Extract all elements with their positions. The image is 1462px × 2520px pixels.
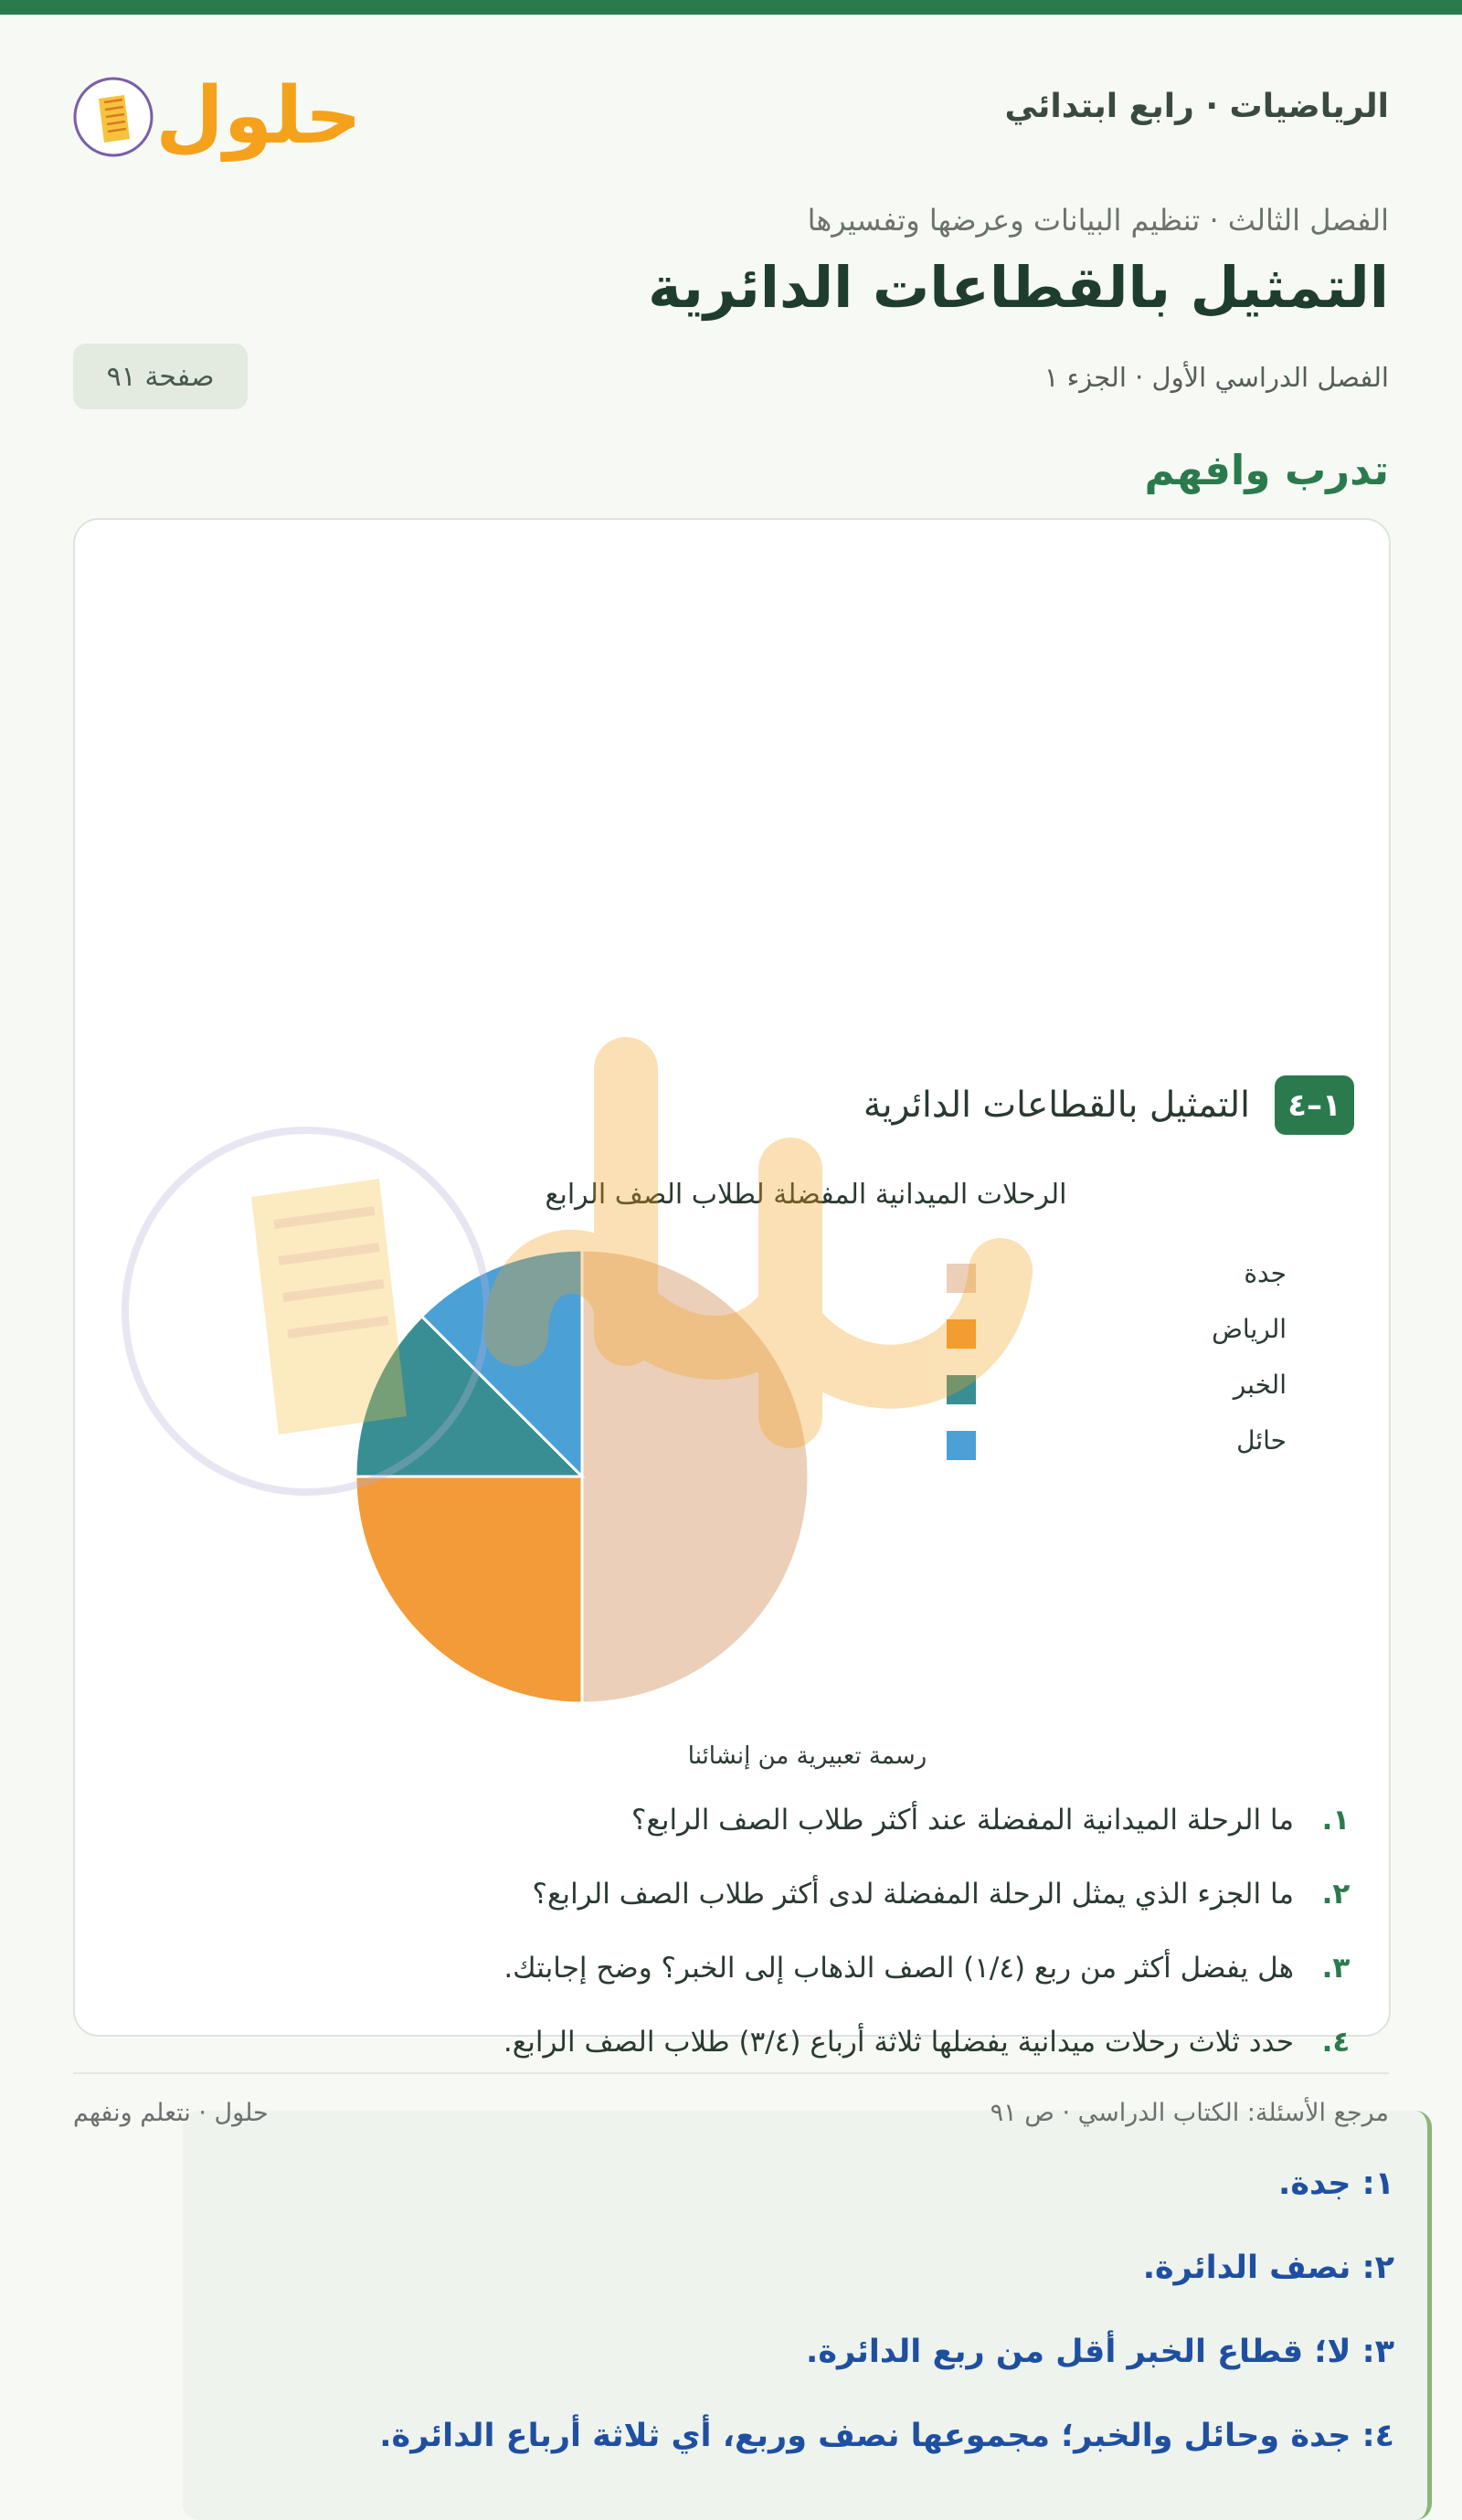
footer-brand: حلول · نتعلم ونفهم: [73, 2099, 269, 2127]
legend-item: [943, 1258, 1334, 1314]
legend-swatch: [947, 1319, 976, 1349]
legend-label: الرياض: [1212, 1314, 1287, 1344]
footer-reference: مرجع الأسئلة: الكتاب الدراسي · ص ٩١: [990, 2099, 1389, 2127]
page-number-badge: صفحة ٩١: [73, 344, 248, 409]
answer-2: ٢: نصف الدائرة.: [1142, 2250, 1394, 2286]
question-text: ما الجزء الذي يمثل الرحلة المفضلة لدى أكثر طلاب الصف الرابع؟: [532, 1878, 1294, 1911]
legend-swatch: [947, 1375, 976, 1404]
question-item: [110, 1878, 1352, 1952]
logo-wordmark: حلول: [155, 70, 362, 162]
section-title: تدرب وافهم: [1144, 446, 1389, 494]
lesson-title: التمثيل بالقطاعات الدائرية: [863, 1085, 1250, 1126]
top-accent-bar: [0, 0, 1462, 15]
answers-box: [183, 2111, 1432, 2520]
chapter-label: الفصل الثالث · تنظيم البيانات وعرضها وتفسيرها: [807, 203, 1389, 238]
question-text: هل يفضل أكثر من ربع (١/٤) الصف الذهاب إلى الخبر؟ وضح إجابتك.: [503, 1952, 1294, 1985]
page-title: التمثيل بالقطاعات الدائرية: [648, 254, 1389, 321]
answer-1: ١: جدة.: [1278, 2165, 1394, 2202]
subject-label: الرياضيات · رابع ابتدائي: [1004, 88, 1389, 125]
question-number: ٢.: [1321, 1878, 1351, 1911]
legend-swatch: [947, 1264, 976, 1293]
question-item: [110, 1804, 1352, 1878]
legend-label: الخبر: [1233, 1370, 1287, 1400]
question-number: ٣.: [1321, 1952, 1351, 1985]
chart-title: الرحلات الميدانية المفضلة لطلاب الصف الرابع: [545, 1179, 1067, 1211]
question-item: [110, 1952, 1352, 2026]
pie-slice: [582, 1250, 809, 1703]
legend-item: [943, 1370, 1334, 1425]
question-text: حدد ثلاث رحلات ميدانية يفضلها ثلاثة أرباع (٣/٤) طلاب الصف الرابع.: [503, 2026, 1294, 2059]
legend-item: [943, 1425, 1334, 1481]
chart-caption: رسمة تعبيرية من إنشائنا: [687, 1742, 927, 1770]
question-number: ٤.: [1321, 2026, 1351, 2059]
pie-chart: [352, 1246, 812, 1707]
legend-label: حائل: [1236, 1425, 1287, 1456]
semester-label: الفصل الدراسي الأول · الجزء ١: [1044, 362, 1389, 393]
questions-list: [110, 1804, 1352, 2100]
pie-slice: [355, 1477, 582, 1703]
footer-divider: [73, 2072, 1389, 2074]
legend-item: [943, 1314, 1334, 1370]
answer-4: ٤: جدة وحائل والخبر؛ مجموعها نصف وربع، أي ثلاثة أرباع الدائرة.: [379, 2418, 1394, 2454]
legend-label: جدة: [1244, 1258, 1287, 1288]
lesson-number-badge: ١–٤: [1275, 1075, 1354, 1135]
legend-swatch: [947, 1431, 976, 1460]
question-text: ما الرحلة الميدانية المفضلة عند أكثر طلاب الصف الرابع؟: [630, 1804, 1294, 1837]
question-item: [110, 2026, 1352, 2100]
answer-3: ٣: لا؛ قطاع الخبر أقل من ربع الدائرة.: [806, 2334, 1394, 2370]
chart-legend: [943, 1258, 1334, 1481]
hulul-logo[interactable]: [71, 58, 362, 168]
question-number: ١.: [1321, 1804, 1351, 1837]
